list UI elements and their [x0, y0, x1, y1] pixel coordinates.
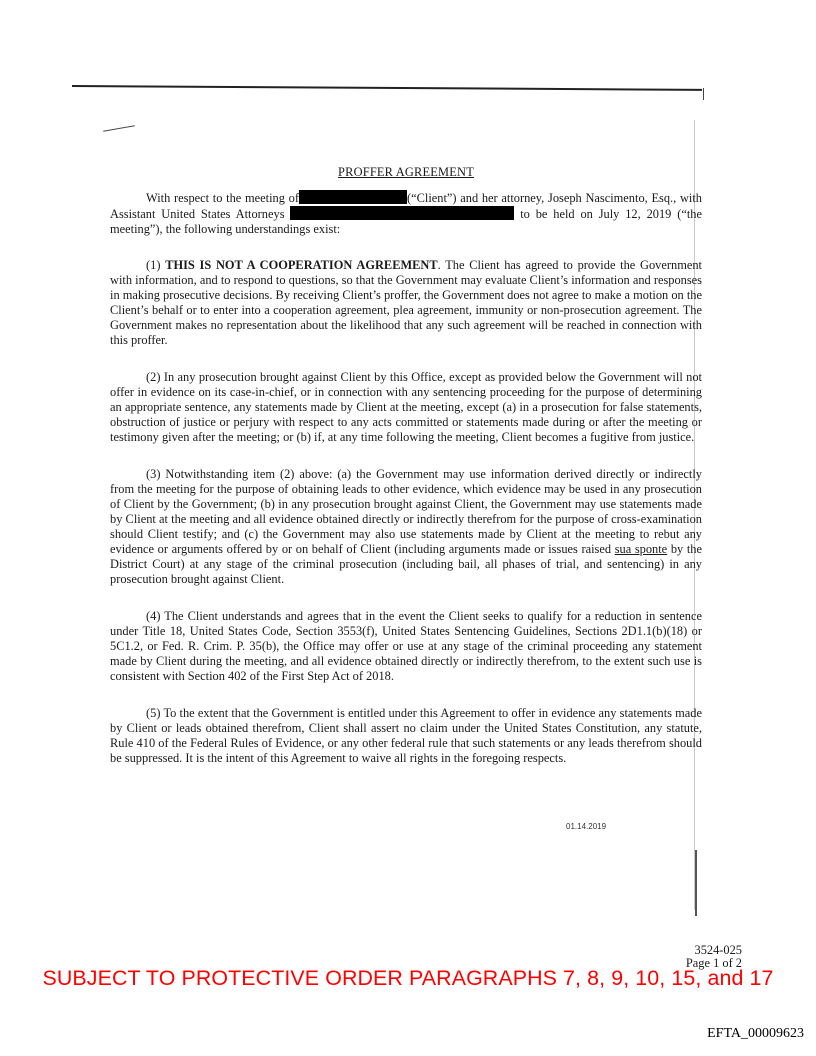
- bates-number: EFTA_00009623: [707, 1026, 804, 1041]
- paragraph-3: [110, 467, 702, 587]
- top-scan-rule: [72, 85, 702, 91]
- page-number: Page 1 of 2: [685, 956, 742, 970]
- paragraph-4-text: The Client understands and agrees that in the event the Client seeks to qualify for a reduction in sentence under Title 18, United States Code, Section 3553(f), United States Sentencing Guidelines, Sections 2D1.1(b)(18) or 5C1.2, or Fed. R. Crim. P. 35(b), the Office may offer or use at any stage of the criminal proceeding any statement made by Client during the meeting, and all evidence obtained directly or indirectly therefrom, to the extent such use is consistent with Section 402 of the First Step Act of 2018.: [110, 609, 702, 683]
- agreement-body: [110, 165, 702, 788]
- document-title: PROFFER AGREEMENT: [338, 165, 474, 179]
- paragraph-4: [110, 609, 702, 684]
- intro-paragraph: [110, 190, 702, 237]
- redaction-client-name: [299, 190, 407, 204]
- paragraph-5-number: (5): [146, 706, 161, 720]
- right-scan-edge-dark: [695, 850, 697, 916]
- paragraph-3-number: (3): [146, 467, 161, 481]
- paragraph-1-text: . The Client has agreed to provide the Government with information, and to respond to questions, so that the Government may evaluate Client’s information and responses in making prosecutive decisions. By receiving Client’s proffer, the Government does not agree to make a motion on the Client’s behalf or to enter into a cooperation agreement, plea agreement, immunity or non-prosecution agreement. The Government makes no representation about the likelihood that any such agreement will be reached in connection with this proffer.: [110, 258, 702, 347]
- paragraph-1-heading: THIS IS NOT A COOPERATION AGREEMENT: [165, 258, 438, 272]
- intro-lead: With respect to the meeting of: [146, 191, 299, 205]
- paragraph-5: [110, 706, 702, 766]
- paragraph-2-number: (2): [146, 370, 161, 384]
- paragraph-5-text: To the extent that the Government is entitled under this Agreement to offer in evidence any statements made by Client or leads obtained therefrom, Client shall assert no claim under the United States Constitution, any statute, Rule 410 of the Federal Rules of Evidence, or any other federal rule that such statements or any leads therefrom should be suppressed. It is the intent of this Agreement to waive all rights in the foregoing respects.: [110, 706, 702, 765]
- redaction-attorney-names: [290, 206, 514, 220]
- intro-tail: to be held on July 12, 2019 (“the meeting”), the following understandings exist:: [110, 207, 702, 236]
- paragraph-1-number: (1): [146, 258, 161, 272]
- paragraph-3-text-b: by the District Court) at any stage of the criminal prosecution (including bail, all phases of trial, and sentencing) in any prosecution brought against Client.: [110, 542, 702, 586]
- paragraph-2: [110, 370, 702, 445]
- paragraph-3-text-a: Notwithstanding item (2) above: (a) the Government may use information derived directly or indirectly from the meeting for the purpose of obtaining leads to other evidence, which evidence may be used in any prosecution of Client by the Government; (b) in any prosecution brought against Client, the Government may use statements made by Client at the meeting and all evidence obtained directly or indirectly therefrom for the purpose of cross-examination should Client testify; and (c) the Government may also use statements made by Client at the meeting to rebut any evidence or arguments offered by or on behalf of Client (including arguments made or issues raised: [110, 467, 702, 556]
- document-revision-code: 01.14.2019: [566, 822, 607, 831]
- paragraph-1: [110, 258, 702, 348]
- paragraph-4-number: (4): [146, 609, 161, 623]
- protective-order-notice: SUBJECT TO PROTECTIVE ORDER PARAGRAPHS 7, 8, 9, 10, 15, and 17: [42, 966, 774, 990]
- paragraph-3-latin-term: sua sponte: [614, 542, 668, 556]
- stray-pen-mark: [103, 125, 135, 132]
- paragraph-2-text: In any prosecution brought against Client by this Office, except as provided below the Government will not offer in evidence on its case-in-chief, or in connection with any sentencing proceeding for the purpose of determining an appropriate sentence, any statements made by Client at the meeting, except (a) in a prosecution for false statements, obstruction of justice or perjury with respect to any acts committed or statements made during or after the meeting or testimony given after the meeting; or (b) if, at any time following the meeting, Client becomes a fugitive from justice.: [110, 370, 702, 444]
- document-number: 3524-025: [694, 943, 742, 957]
- top-scan-rule-tick: [703, 88, 704, 100]
- intro-mid: (“Client”) and her attorney, Joseph Nascimento, Esq., with Assistant United States Attorneys: [110, 191, 702, 221]
